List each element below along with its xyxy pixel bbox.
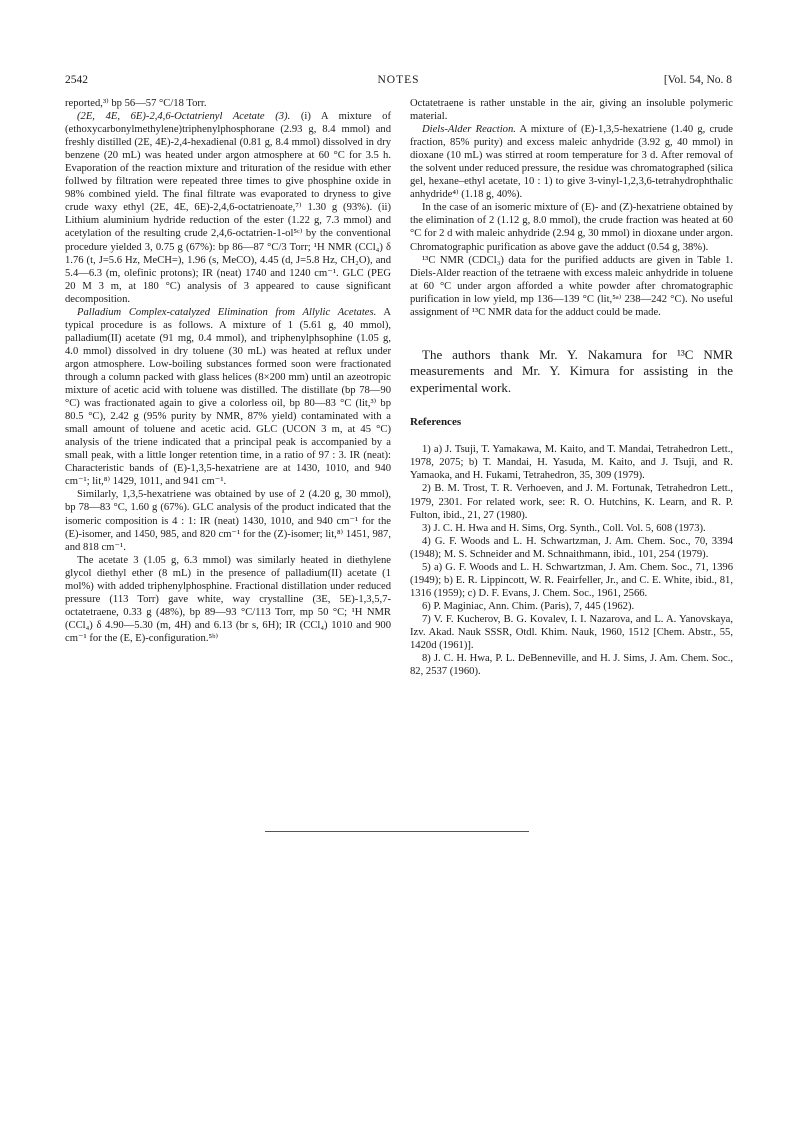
paragraph: In the case of an isomeric mixture of (E)- and (Z)-hexatriene obtained by the elimination of 2 (1.12 g, 8.0 mmol), the crude fraction was heated at 60 °C for 2 d with maleic anhydride (2.94 g, 30 mmol) in dioxane under argon. Chromatographic purification as above gave the adduct (0.54 g, 38%). xyxy=(410,202,733,253)
reference-item: 1) a) J. Tsuji, T. Yamakawa, M. Kaito, and T. Mandai, Tetrahedron Lett., 1978, 2075; b) T. Mandai, H. Yasuda, M. Kaito, and J. Tsuji, and R. Yamaoka, and H. Fukami, Tetrahedron, 35, 309 (1979). xyxy=(410,444,733,482)
references-heading: References xyxy=(410,416,462,429)
reference-item: 7) V. F. Kucherov, B. G. Kovalev, I. I. Nazarova, and L. A. Yanovskaya, Izv. Akad. Nauk SSSR, Otdl. Khim. Nauk, 1960, 1512 [Chem. Abstr., 55, 1420d (1961)]. xyxy=(410,613,733,652)
paragraph xyxy=(65,110,391,306)
page-header xyxy=(65,74,732,90)
run-in-heading: Diels-Alder Reaction. xyxy=(422,124,516,136)
run-in-heading: (2E, 4E, 6E)-2,4,6-Octatrienyl Acetate (3). xyxy=(77,111,291,123)
paragraph-body: (i) A mixture of (ethoxycarbonylmethylene)triphenylphosphorane (2.93 g, 8.4 mmol) and freshly distilled (2E, 4E)-2,4-hexadienal (0.81 g, 8.4 mmol) dissolved in dry benzene (20 mL) was heated under argon atmosphere at 60 °C for 3.5 h. Evaporation of the reaction mixture and trituration of the residue with ether follwed by filtration were repeated three times to give phosphine oxide in 98% combined yield. The final filtrate was evaporated to dryness to give crude waxy ethyl (2E, 4E, 6E)-2,4,6-octatrienoate,⁷⁾ 1.30 g (93%). (ii) Lithium aluminium hydride reduction of the ester (1.22 g, 7.3 mmol) and acetylation of the resulting crude 2,4,6-octatrien-1-ol⁵ᶜ⁾ by the conventional procedure yielded 3, 0.75 g (67%): bp 86—87 °C/3 Torr; ¹H NMR (CCl₄) δ 1.76 (t, J=5.6 Hz, MeCH=), 1.96 (s, MeCO), 4.45 (d, J=5.8 Hz, CH₂O), and 5.4—6.3 (m, olefinic protons); IR (neat) 1740 and 1240 cm⁻¹. GLC (PEG 20 M 3 m, at 180 °C) analysis of 3 appeared to cause significant decomposition. xyxy=(65,111,391,305)
paragraph xyxy=(65,306,391,489)
reference-item: 8) J. C. H. Hwa, P. L. DeBenneville, and H. J. Sims, J. Am. Chem. Soc., 82, 2537 (1960). xyxy=(410,653,733,678)
reference-item: 4) G. F. Woods and L. H. Schwartzman, J. Am. Chem. Soc., 70, 3394 (1948); M. S. Schneider and M. Schnaithmann, ibid., 101, 254 (1979). xyxy=(410,535,733,560)
acknowledgments: The authors thank Mr. Y. Nakamura for ¹³C NMR measurements and Mr. Y. Kimura for assisting in the experimental work. xyxy=(410,346,733,395)
paragraph xyxy=(410,123,733,201)
paragraph-body: A typical procedure is as follows. A mixture of 1 (5.61 g, 40 mmol), palladium(II) acetate (91 mg, 0.4 mmol), and triphenylphsophine (1.05 g, 4.0 mmol) dissolved in dry toluene (30 mL) was heated at reflux under argon atmosphere. Low-boiling substances formed soon were fractionated through a column packed with glass helices (8×200 mm) until an azeotropic mixture of acetic acid with toluene was distilled. The distillate (bp 78—90 °C) was fractionated again to give a colorless oil, bp 80—83 °C (lit,³⁾ bp 80.5 °C), 2.42 g (95% purity by NMR, 87% yield) contaminated with a small amount of toluene and acetic acid. GLC (UCON 3 m, at 45 °C) analysis of the triene indicated that a principal peak is accompanied by a small peak, with a little longer retention time, in a ratio of 97 : 3. IR (neat): Characteristic bands of (E)-1,3,5-hexatriene are at 1430, 1010, and 940 cm⁻¹; lit,⁸⁾ 1429, 1011, and 941 cm⁻¹. xyxy=(65,306,392,488)
page-number: 2542 xyxy=(65,74,88,86)
paragraph-body: A mixture of (E)-1,3,5-hexatriene (1.40 g, crude fraction, 85% purity) and excess maleic anhydride (3.92 g, 40 mmol) in dioxane (10 mL) was stirred at room temperature for 3 d. After removal of the solvent under reduced pressure, the residue was chromatographed (silica gel, hexane–ethyl acetate, 10 : 1) to give 3-vinyl-1,2,3,6-tetrahydrophthalic anhydride⁴⁾ (1.18 g, 40%). xyxy=(410,124,734,201)
section-title: NOTES xyxy=(377,74,420,86)
paragraph: The acetate 3 (1.05 g, 6.3 mmol) was similarly heated in diethylene glycol diethyl ether (8 mL) in the presence of palladium(II) acetate (1 mol%) with added triphenylphosphine. Fractional distillation under reduced pressure (113 Torr) gave white, way crystalline (3E, 5E)-1,3,5,7-octatetraene, 0.33 g (48%), bp 89—93 °C/113 Torr, mp 50 °C; ¹H NMR (CCl₄) δ 4.90—5.30 (m, 4H) and 6.13 (br s, 6H); IR (CCl₄) 1010 and 900 cm⁻¹ for the (E, E)-configuration.⁵ᵇ⁾ xyxy=(65,554,391,644)
run-in-heading: Palladium Complex-catalyzed Elimination from Allylic Acetates. xyxy=(77,306,377,318)
reference-item: 2) B. M. Trost, T. R. Verhoeven, and J. M. Fortunak, Tetrahedron Lett., 1979, 2301. For related work, see: R. O. Hutchins, K. Learn, and R. P. Fulton, ibid., 21, 27 (1980). xyxy=(410,483,733,521)
paragraph: Octatetraene is rather unstable in the air, giving an insoluble polymeric material. xyxy=(410,98,733,123)
volume-info: [Vol. 54, No. 8 xyxy=(663,74,732,86)
reference-item: 6) P. Maginiac, Ann. Chim. (Paris), 7, 445 (1962). xyxy=(422,600,635,612)
reference-item: 3) J. C. H. Hwa and H. Sims, Org. Synth., Coll. Vol. 5, 608 (1973). xyxy=(422,522,706,534)
reference-item: 5) a) G. F. Woods and L. H. Schwartzman, J. Am. Chem. Soc., 71, 1396 (1949); b) E. R. Lippincott, W. R. Feairfeller, Jr., and C. E. White, ibid., 81, 1316 (1959); c) D. F. Evans, J. Chem. Soc., 1961, 2566. xyxy=(410,561,733,599)
left-column xyxy=(65,97,391,645)
paragraph: reported,³⁾ bp 56—57 °C/18 Torr. xyxy=(65,98,207,109)
paragraph: ¹³C NMR (CDCl₃) data for the purified adducts are given in Table 1. Diels-Alder reaction of the tetraene with excess maleic anhydride in toluene at 60 °C under argon afforded a white powder after chromatographic purification in low yield, mp 136—139 °C (lit,⁵ᵃ⁾ 238—242 °C). No useful assignment of ¹³C NMR data for the adduct could be made. xyxy=(410,254,733,318)
paragraph: Similarly, 1,3,5-hexatriene was obtained by use of 2 (4.20 g, 30 mmol), bp 78—83 °C, 1.60 g (67%). GLC analysis of the product indicated that the isomeric composition is 4 : 1: IR (neat) 1430, 1010, and 940 cm⁻¹ for the (E)-isomer, and 1450, 985, and 820 cm⁻¹ for the (Z)-isomer; lit,⁸⁾ 1451, 987, and 818 cm⁻¹. xyxy=(65,489,391,553)
end-rule xyxy=(265,831,529,832)
references-list xyxy=(410,443,733,678)
right-column xyxy=(410,97,733,678)
